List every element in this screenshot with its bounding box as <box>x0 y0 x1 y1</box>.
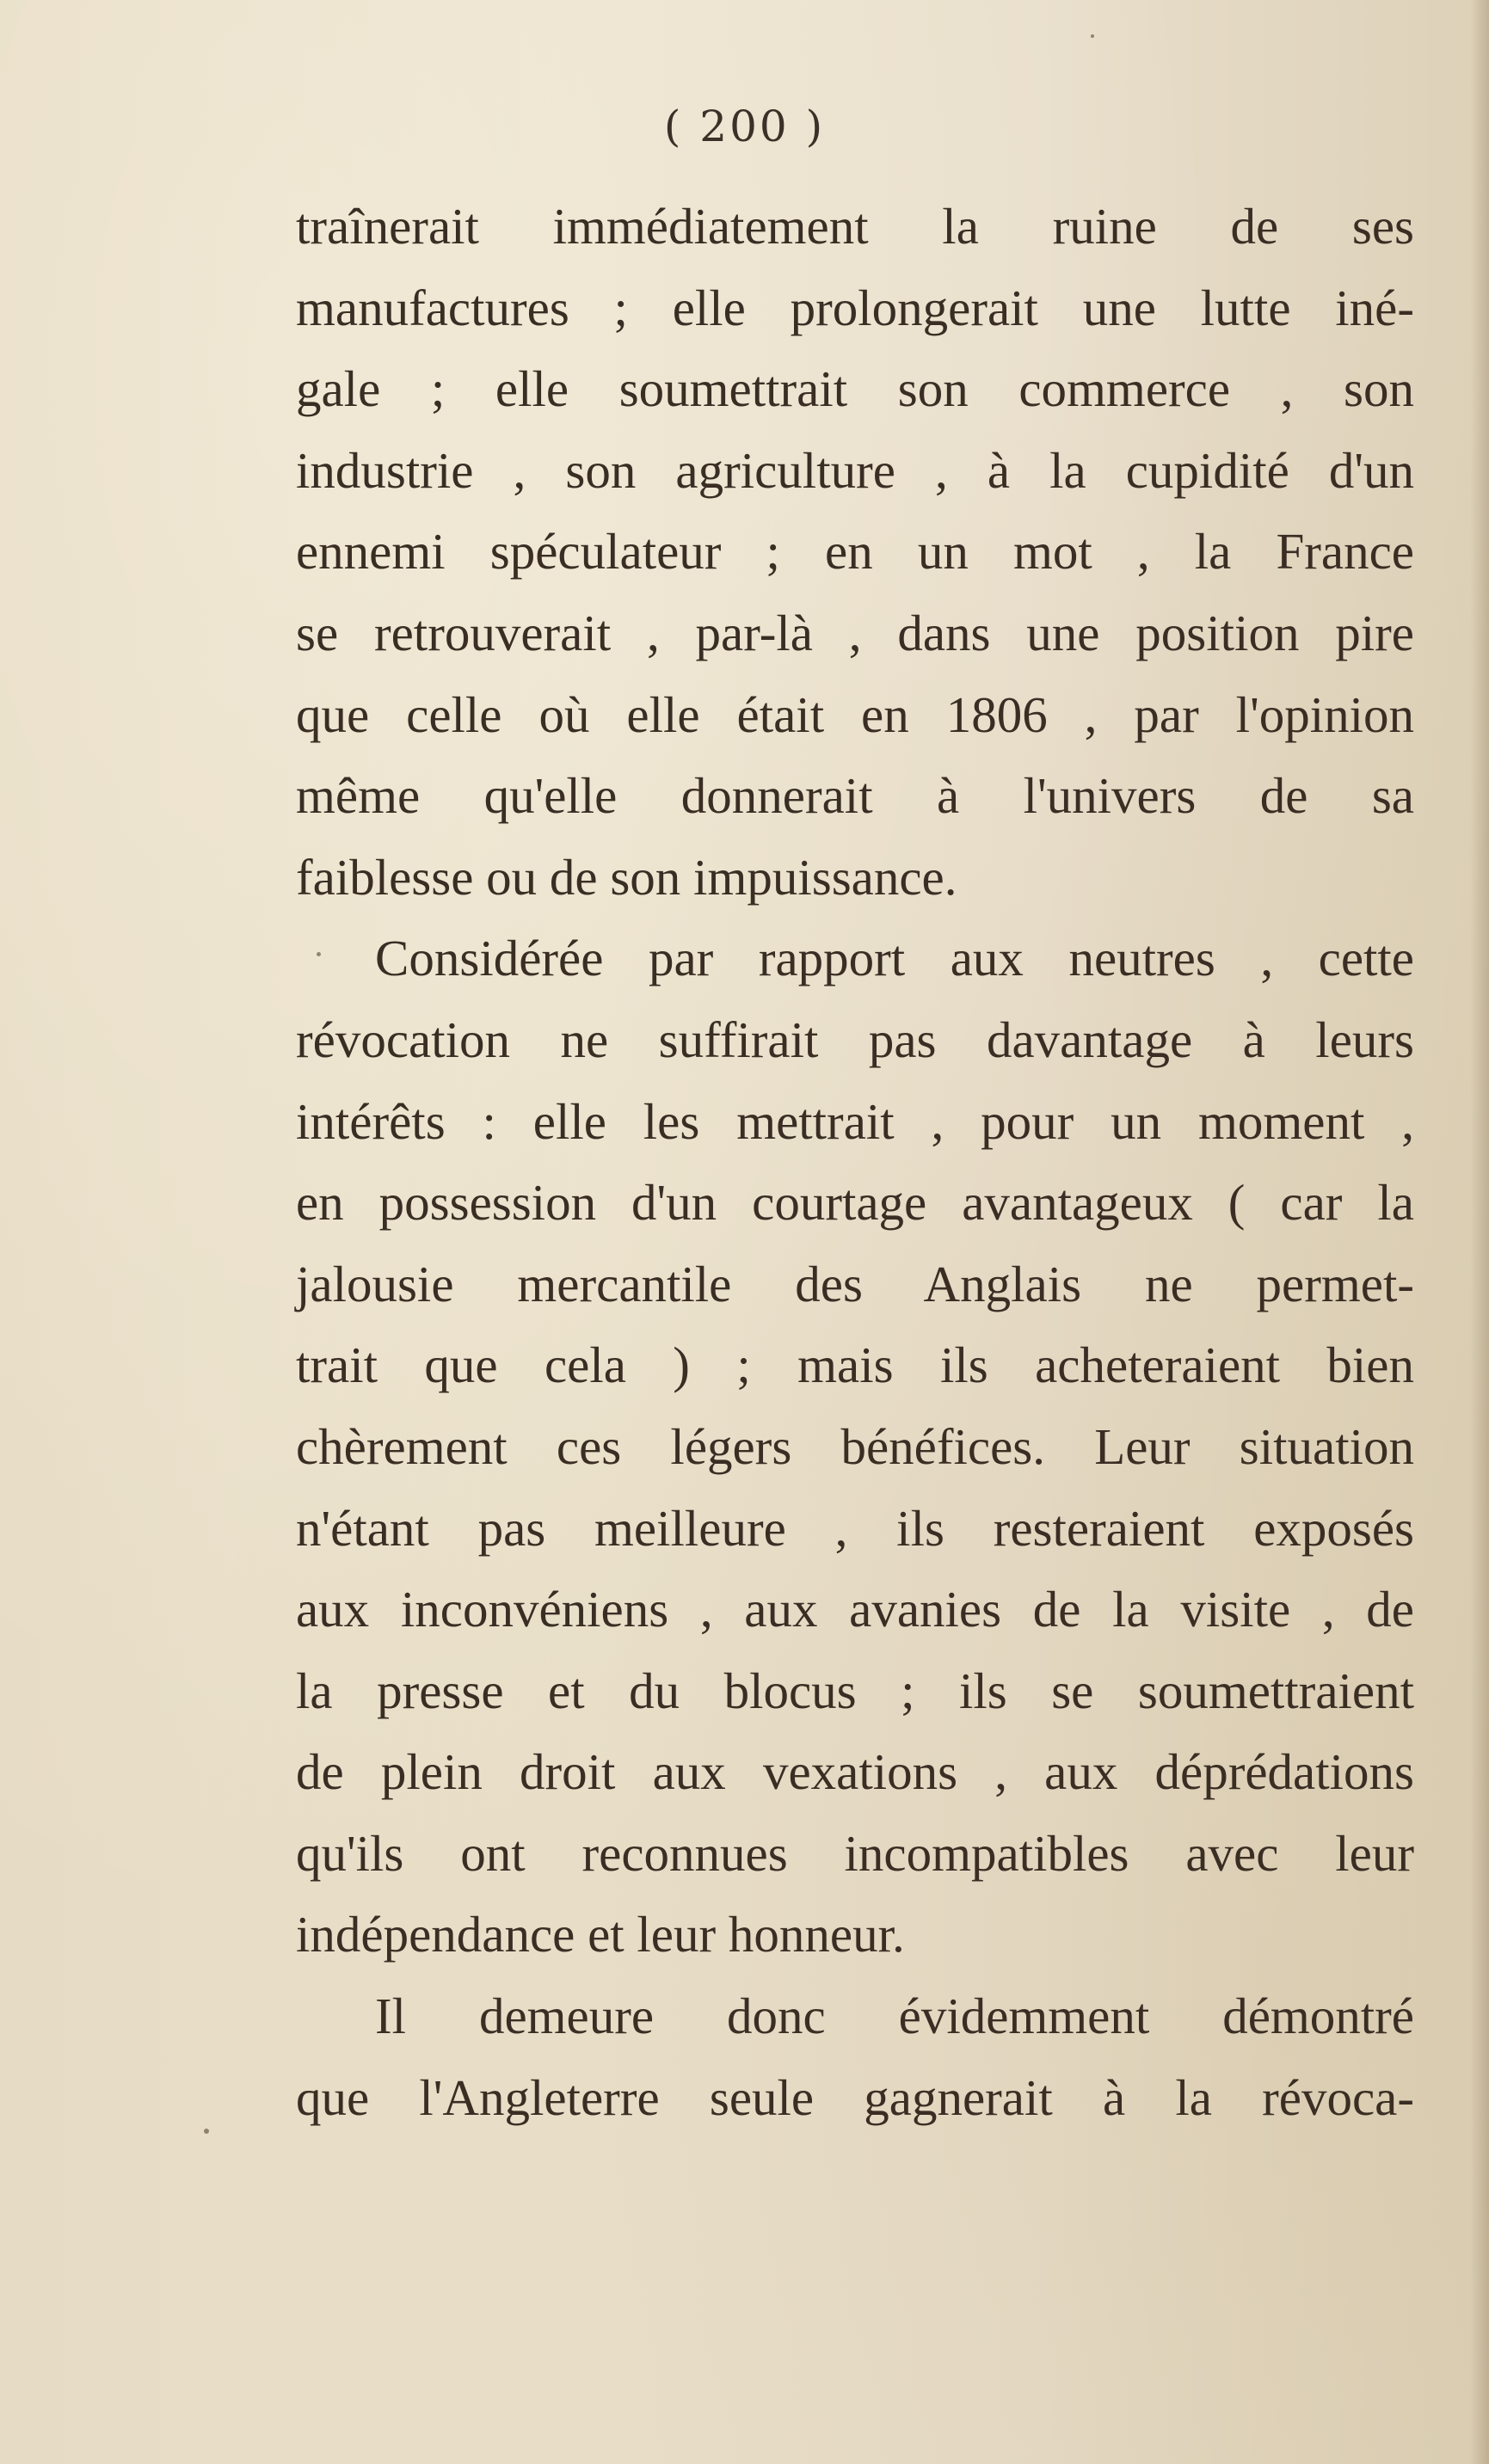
paper-speck <box>317 952 321 956</box>
text-line: se retrouverait , par-là , dans une position pire <box>296 604 1414 661</box>
text-line: en possession d'un courtage avantageux ( car la <box>296 1174 1414 1232</box>
text-line: manufactures ; elle prolongerait une lutte iné- <box>296 279 1414 336</box>
text-line: intérêts : elle les mettrait , pour un moment , <box>296 1092 1414 1150</box>
text-line: que l'Angleterre seule gagnerait à la révoca- <box>296 2068 1414 2126</box>
text-line: industrie , son agriculture , à la cupidité d'un <box>296 441 1414 499</box>
page-number: ( 200 ) <box>663 101 826 151</box>
text-line: aux inconvéniens , aux avanies de la visite , de <box>296 1581 1414 1638</box>
paragraph-first-line: Il demeure donc évidemment démontré <box>375 1988 1414 2045</box>
text-line: gale ; elle soumettrait son commerce , son <box>296 360 1414 418</box>
text-line: qu'ils ont reconnues incompatibles avec leur <box>296 1824 1414 1882</box>
paper-speck <box>1091 34 1094 38</box>
paragraph-first-line: Considérée par rapport aux neutres , cette <box>375 930 1414 987</box>
text-line: jalousie mercantile des Anglais ne permet- <box>296 1255 1414 1312</box>
text-line: traînerait immédiatement la ruine de ses <box>296 198 1414 255</box>
text-line: que celle où elle était en 1806 , par l'opinion <box>296 685 1414 743</box>
text-line: ennemi spéculateur ; en un mot , la France <box>296 523 1414 581</box>
text-line: trait que cela ) ; mais ils acheteraient bien <box>296 1336 1414 1394</box>
text-line: révocation ne suffirait pas davantage à leurs <box>296 1011 1414 1068</box>
text-line: de plein droit aux vexations , aux déprédations <box>296 1743 1414 1801</box>
text-line: chèrement ces légers bénéfices. Leur situation <box>296 1417 1414 1475</box>
body-text <box>296 186 1414 2138</box>
text-line: la presse et du blocus ; ils se soumettraient <box>296 1662 1414 1719</box>
text-line: faiblesse ou de son impuissance. <box>296 848 957 906</box>
page-edge-shadow <box>1470 0 1489 2464</box>
text-line: indépendance et leur honneur. <box>296 1906 905 1963</box>
text-line: n'étant pas meilleure , ils resteraient exposés <box>296 1499 1414 1557</box>
paper-speck <box>204 2129 209 2134</box>
text-line: même qu'elle donnerait à l'univers de sa <box>296 767 1414 825</box>
